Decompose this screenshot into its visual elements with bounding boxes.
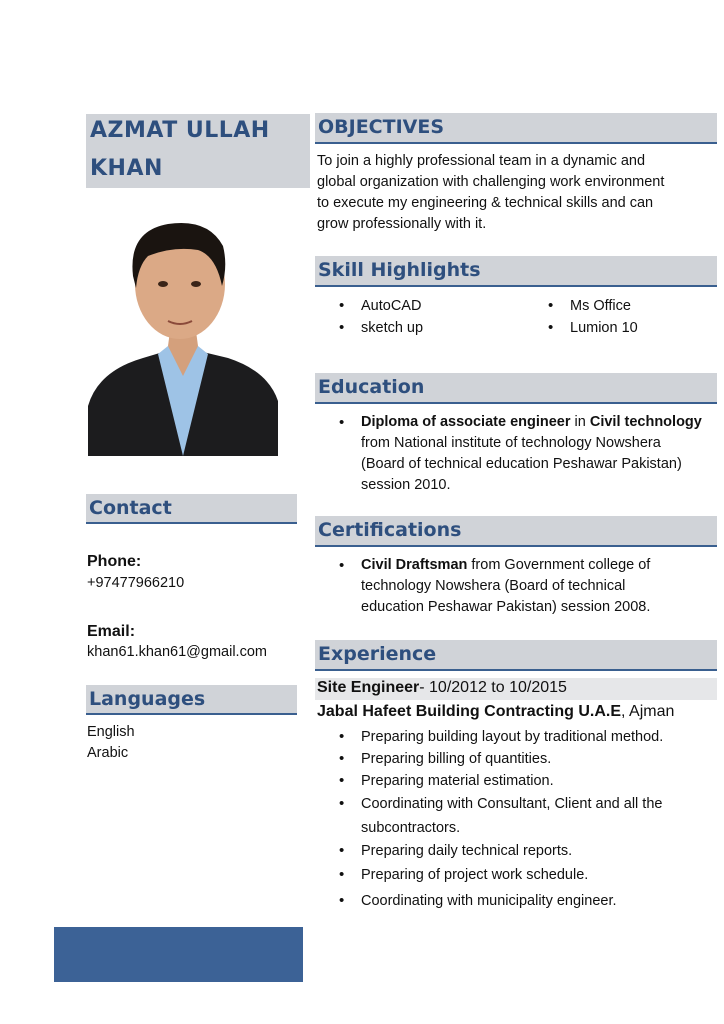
skill-item: • AutoCAD xyxy=(317,295,423,317)
contact-heading: Contact xyxy=(86,494,297,524)
role-line xyxy=(315,678,717,700)
duty-item: • Preparing of project work schedule. xyxy=(317,864,712,886)
duty-item: • Preparing daily technical reports. xyxy=(317,840,712,862)
objectives-heading: OBJECTIVES xyxy=(315,113,717,144)
company-location: , Ajman xyxy=(621,703,675,720)
name-block xyxy=(86,114,310,188)
education-list xyxy=(317,412,702,496)
duty-item: • Preparing material estimation. xyxy=(317,770,712,792)
language-item: English xyxy=(87,724,135,740)
language-item: Arabic xyxy=(87,745,129,761)
duty-item: • Coordinating with municipality engineer. xyxy=(317,890,712,912)
certifications-list xyxy=(317,555,650,618)
footer-bar xyxy=(54,927,303,982)
duty-item: • Coordinating with Consultant, Client and all the subcontractors. xyxy=(317,792,712,840)
name-line-2: KHAN xyxy=(90,156,163,181)
name-line-1: AZMAT ULLAH xyxy=(90,118,270,143)
duty-item: • Preparing building layout by traditional method. xyxy=(317,726,712,748)
skill-item: • Lumion 10 xyxy=(526,317,638,339)
phone-value: +97477966210 xyxy=(87,575,185,591)
company-name: Jabal Hafeet Building Contracting U.A.E xyxy=(317,703,622,720)
experience-list xyxy=(317,726,712,912)
role-title: Site Engineer xyxy=(317,679,420,696)
certifications-heading: Certifications xyxy=(315,516,717,547)
duty-item: • Preparing billing of quantities. xyxy=(317,748,712,770)
certification-item: • Civil Draftsman from Government college of technology Nowshera (Board of technical education Peshawar Pakistan) session 2008. xyxy=(317,555,650,618)
profile-photo xyxy=(88,206,278,456)
experience-heading: Experience xyxy=(315,640,717,671)
education-heading: Education xyxy=(315,373,717,404)
role-period: - 10/2012 to 10/2015 xyxy=(419,679,567,696)
skill-item: • Ms Office xyxy=(526,295,638,317)
skill-item: • sketch up xyxy=(317,317,423,339)
company-line xyxy=(317,703,674,721)
phone-label: Phone: xyxy=(87,553,142,570)
objectives-text: To join a highly professional team in a dynamic and global organization with challenging work environment to execute my engineering & technical skills and can grow professionally with it. xyxy=(317,153,665,232)
languages-heading: Languages xyxy=(86,685,297,715)
education-item: • Diploma of associate engineer in Civil technology from National institute of technology Nowshera (Board of technical education Peshawar Pakistan) session 2010. xyxy=(317,412,702,496)
skills-list-left xyxy=(317,295,423,339)
skills-heading: Skill Highlights xyxy=(315,256,717,287)
email-value: khan61.khan61@gmail.com xyxy=(87,644,267,660)
email-label: Email: xyxy=(87,623,136,640)
skills-list-right xyxy=(526,295,638,339)
